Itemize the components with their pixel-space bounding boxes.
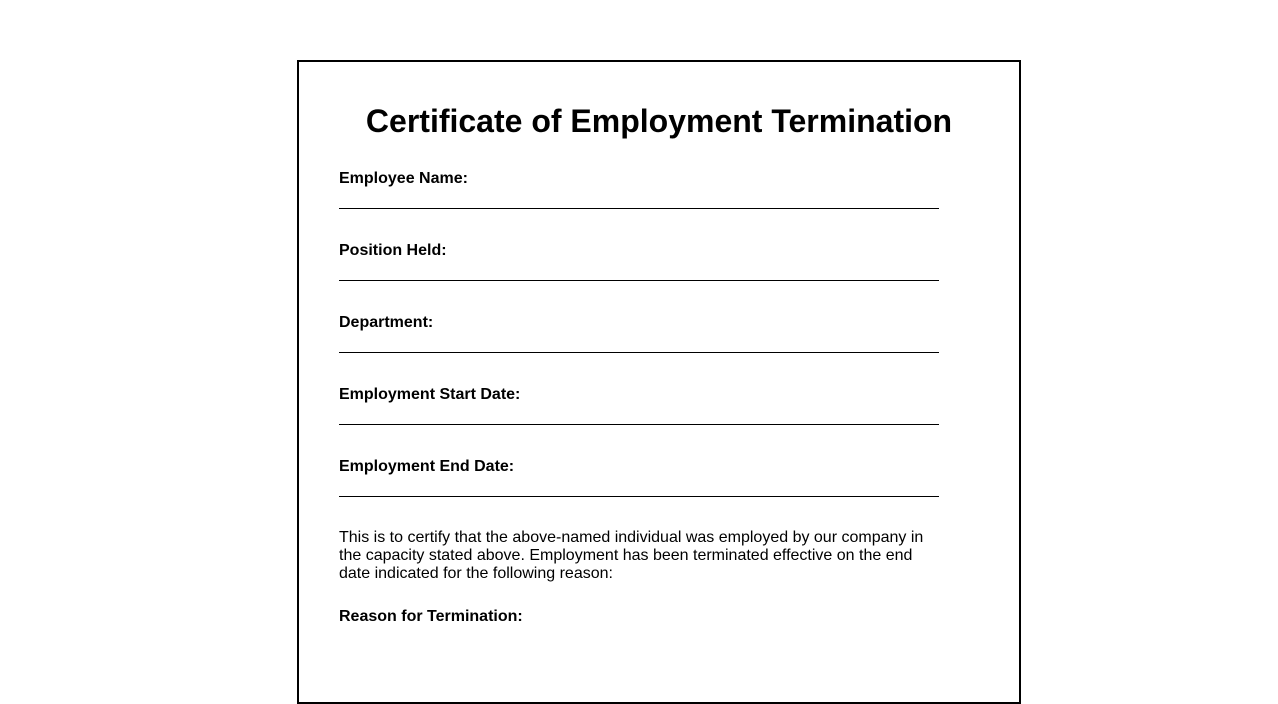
department-label: Department: [339, 314, 434, 331]
employee-name-label: Employee Name: [339, 170, 468, 187]
certification-statement: This is to certify that the above-named individual was employed by our company in the capacity stated above. Employment has been terminated effective on the end date indicated for the following reason: [339, 529, 924, 582]
start-date-line [339, 424, 939, 425]
position-held-field [339, 242, 939, 281]
end-date-label: Employment End Date: [339, 458, 515, 475]
position-held-label: Position Held: [339, 242, 447, 259]
start-date-label: Employment Start Date: [339, 386, 521, 403]
reason-label: Reason for Termination: [339, 608, 523, 625]
department-line [339, 352, 939, 353]
position-held-line [339, 280, 939, 281]
document-title: Certificate of Employment Termination [365, 103, 953, 139]
department-field [339, 314, 939, 353]
start-date-field [339, 386, 939, 425]
certificate-form [297, 60, 1021, 704]
employee-name-line [339, 208, 939, 209]
end-date-field [339, 458, 939, 497]
employee-name-field [339, 170, 939, 209]
end-date-line [339, 496, 939, 497]
